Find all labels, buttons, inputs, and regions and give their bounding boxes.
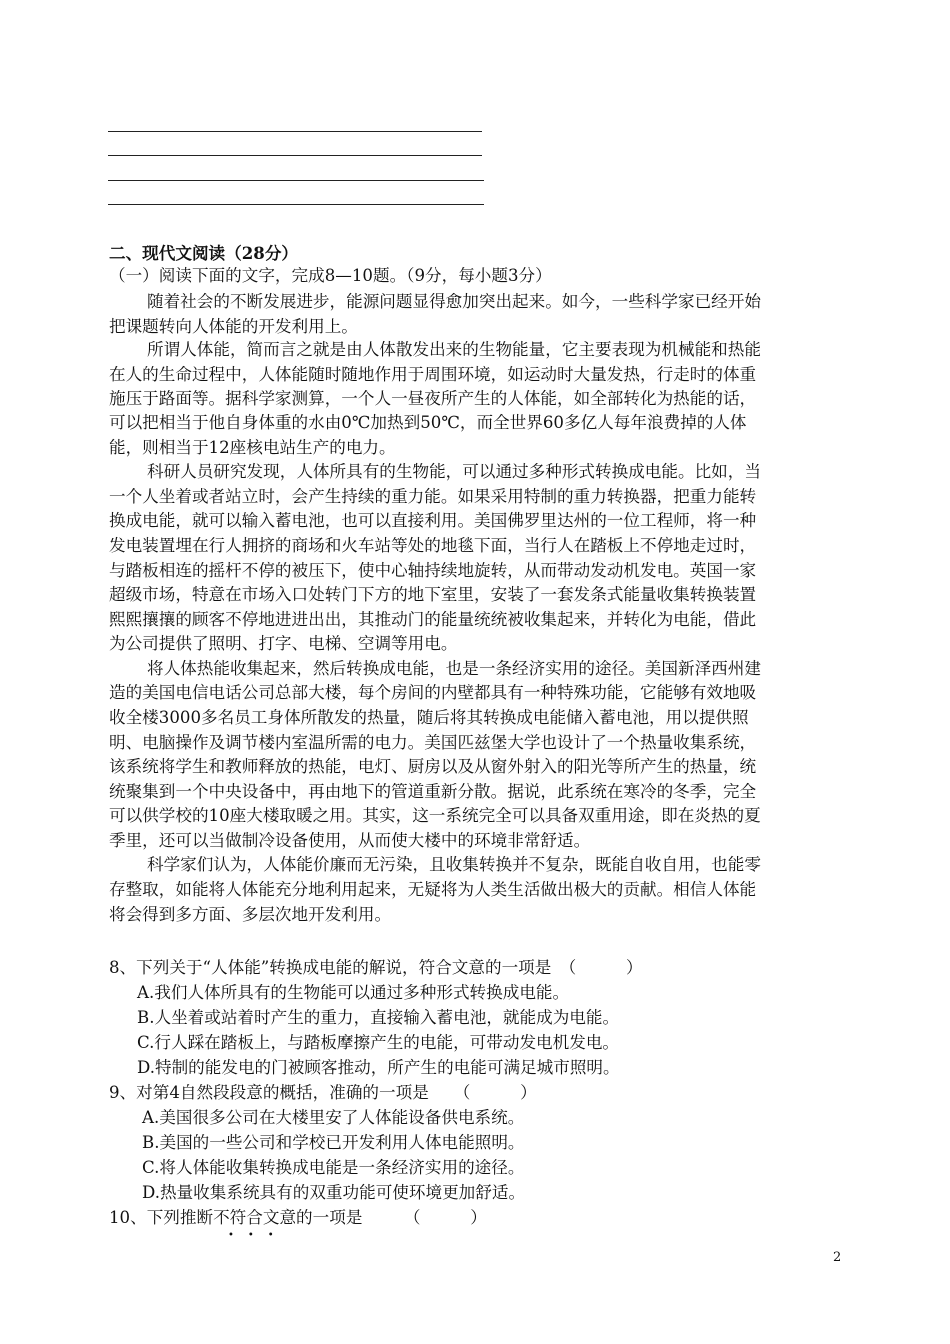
passage-line: 该系统将学生和教师释放的热能，电灯、厨房以及从窗外射入的阳光等所产生的热量，统 — [109, 757, 757, 776]
emphasis-dots: ••• — [228, 1230, 288, 1241]
passage-line: 科研人员研究发现，人体所具有的生物能，可以通过多种形式转换成电能。比如，当 — [147, 462, 761, 481]
answer-line-2 — [108, 155, 482, 156]
page-number: 2 — [833, 1250, 842, 1265]
option-c: C.行人踩在踏板上，与踏板摩擦产生的电能，可带动发电机发电。 — [137, 1033, 620, 1052]
option-d: D.特制的能发电的门被顾客推动，所产生的电能可满足城市照明。 — [137, 1058, 620, 1077]
passage-line: 将人体热能收集起来，然后转换成电能，也是一条经济实用的途径。美国新泽西州建 — [147, 659, 761, 678]
passage-line: 存整取，如能将人体能充分地利用起来，无疑将为人类生活做出极大的贡献。相信人体能 — [109, 880, 757, 899]
question-stem: 8、下列关于“人体能”转换成电能的解说，符合文意的一项是 （ ） — [109, 958, 643, 977]
option-a: A.我们人体所具有的生物能可以通过多种形式转换成电能。 — [137, 983, 570, 1002]
passage-line: 明、电脑操作及调节楼内室温所需的电力。美国匹兹堡大学也设计了一个热量收集系统， — [109, 733, 757, 752]
option-c: C.将人体能收集转换成电能是一条经济实用的途径。 — [142, 1158, 525, 1177]
answer-line-4 — [108, 204, 484, 205]
option-d: D.热量收集系统具有的双重功能可使环境更加舒适。 — [142, 1183, 526, 1202]
passage-line: 施压于路面等。据科学家测算，一个人一昼夜所产生的人体能，如全部转化为热能的话， — [109, 389, 757, 408]
passage-line: 所谓人体能，简而言之就是由人体散发出来的生物能量，它主要表现为机械能和热能 — [147, 340, 761, 359]
passage-line: 一个人坐着或者站立时，会产生持续的重力能。如果采用特制的重力转换器，把重力能转 — [109, 487, 757, 506]
passage-line: 为公司提供了照明、打字、电梯、空调等用电。 — [109, 634, 458, 653]
passage-line: 把课题转向人体能的开发利用上。 — [109, 317, 358, 336]
passage-line: 与踏板相连的摇杆不停的被压下，使中心轴持续地旋转，从而带动发动机发电。英国一家 — [109, 561, 757, 580]
option-a: A.美国很多公司在大楼里安了人体能设备供电系统。 — [142, 1108, 525, 1127]
passage-line: 随着社会的不断发展进步，能源问题显得愈加突出起来。如今，一些科学家已经开始 — [147, 292, 761, 311]
passage-line: 能，则相当于12座核电站生产的电力。 — [109, 438, 396, 457]
passage-line: 发电装置埋在行人拥挤的商场和火车站等处的地毯下面，当行人在踏板上不停地走过时， — [109, 536, 757, 555]
passage-line: 超级市场，特意在市场入口处转门下方的地下室里，安装了一套发条式能量收集转换装置 — [109, 585, 757, 604]
passage-line: 造的美国电信电话公司总部大楼，每个房间的内壁都具有一种特殊功能，它能够有效地吸 — [109, 683, 757, 702]
passage-line: 熙熙攘攘的顾客不停地进进出出，其推动门的能量统统被收集起来，并转化为电能，借此 — [109, 610, 757, 629]
passage-line: 科学家们认为，人体能价廉而无污染，且收集转换并不复杂，既能自收自用，也能零 — [147, 855, 761, 874]
option-b: B.美国的一些公司和学校已开发利用人体电能照明。 — [142, 1133, 525, 1152]
answer-line-3 — [108, 180, 484, 181]
question-stem: 9、对第4自然段段意的概括，准确的一项是 （ ） — [109, 1083, 537, 1102]
question-stem: 10、下列推断不符合文意的一项是 （ ） — [109, 1208, 487, 1227]
passage-line: 在人的生命过程中，人体能随时随地作用于周围环境，如运动时大量发热，行走时的体重 — [109, 365, 757, 384]
passage-line: 统聚集到一个中央设备中，再由地下的管道重新分散。据说，此系统在寒冷的冬季，完全 — [109, 782, 757, 801]
passage-line: 可以供学校的10座大楼取暖之用。其实，这一系统完全可以具备双重用途，即在炎热的夏 — [109, 806, 761, 825]
answer-line-1 — [108, 131, 482, 132]
option-b: B.人坐着或站着时产生的重力，直接输入蓄电池，就能成为电能。 — [137, 1008, 620, 1027]
passage-line: 季里，还可以当做制冷设备使用，从而使大楼中的环境非常舒适。 — [109, 831, 591, 850]
passage-line: 收全楼3000多名员工身体所散发的热量，随后将其转换成电能储入蓄电池，用以提供照 — [109, 708, 749, 727]
passage-line: 可以把相当于他自身体重的水由0℃加热到50℃，而全世界60多亿人每年浪费掉的人体 — [109, 413, 747, 432]
passage-line: 将会得到多方面、多层次地开发利用。 — [109, 905, 392, 924]
subsection-instruction: （一）阅读下面的文字，完成8—10题。（9分，每小题3分） — [109, 266, 552, 285]
passage-line: 换成电能，就可以输入蓄电池，也可以直接利用。美国佛罗里达州的一位工程师，将一种 — [109, 511, 757, 530]
section-title: 二、现代文阅读（28分） — [109, 243, 299, 263]
